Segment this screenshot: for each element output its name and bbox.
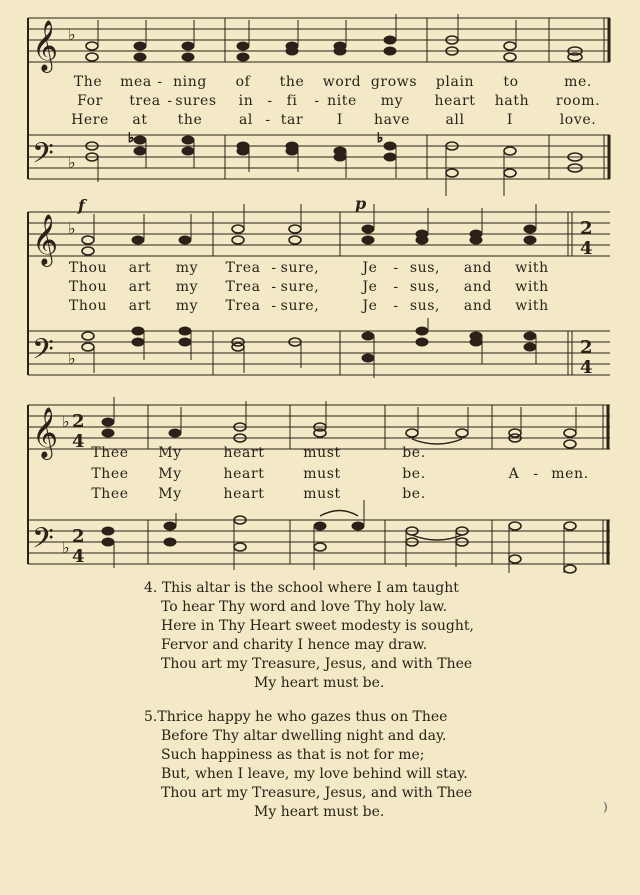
- syllable: -: [271, 279, 277, 295]
- syllable: Thee: [91, 445, 129, 461]
- syllable: My: [158, 486, 182, 502]
- svg-text:4: 4: [72, 546, 85, 567]
- syllable: art: [128, 279, 152, 295]
- syllable: the: [279, 74, 305, 90]
- verse-line: Before Thy altar dwelling night and day.: [161, 728, 447, 744]
- syllable: room.: [555, 93, 601, 109]
- syllable: fi: [286, 93, 298, 109]
- lyric-line-1-1: [0, 72, 640, 92]
- lyric-line-3-1: [0, 443, 640, 463]
- syllable: grows: [370, 74, 418, 90]
- syllable: My: [158, 466, 182, 482]
- syllable: heart: [434, 93, 476, 109]
- syllable: my: [175, 298, 199, 314]
- syllable: -: [267, 93, 273, 109]
- syllable: art: [128, 298, 152, 314]
- syllable: my: [175, 260, 199, 276]
- svg-text:♭: ♭: [377, 131, 384, 146]
- syllable: -: [533, 466, 539, 482]
- syllable: sus,: [409, 260, 441, 276]
- syllable: with: [515, 260, 549, 276]
- syllable: Trea: [225, 260, 261, 276]
- syllable: -: [393, 298, 399, 314]
- verse-5: [144, 708, 584, 822]
- svg-text:♭: ♭: [68, 25, 76, 44]
- svg-text:♭: ♭: [68, 219, 76, 238]
- svg-text:2: 2: [580, 337, 593, 358]
- syllable: -: [393, 279, 399, 295]
- verse-line: But, when I leave, my love behind will stay.: [161, 766, 468, 782]
- lyric-line-3-2: [0, 464, 640, 484]
- syllable: sus,: [409, 298, 441, 314]
- syllable: My: [158, 445, 182, 461]
- syllable: all: [445, 112, 465, 128]
- syllable: heart: [223, 466, 265, 482]
- syllable: heart: [223, 445, 265, 461]
- svg-text:♭: ♭: [62, 412, 70, 431]
- verse-line: Fervor and charity I hence may draw.: [161, 637, 428, 653]
- syllable: of: [235, 74, 251, 90]
- verse-number: 4.: [144, 580, 158, 596]
- syllable: Here: [71, 112, 109, 128]
- svg-text:𝄢: 𝄢: [32, 137, 54, 177]
- verse-line: [144, 579, 584, 598]
- syllable: in: [238, 93, 254, 109]
- lyric-line-1-2: [0, 91, 640, 111]
- syllable: sure,: [280, 298, 320, 314]
- syllable: Je: [362, 298, 378, 314]
- syllable: and: [463, 298, 493, 314]
- svg-text:4: 4: [72, 431, 85, 452]
- svg-text:𝄢: 𝄢: [32, 522, 54, 562]
- dynamic-forte: f: [78, 196, 85, 215]
- syllable: Thou: [68, 298, 108, 314]
- syllable: nite: [327, 93, 357, 109]
- dynamic-piano: p: [355, 194, 367, 213]
- syllable: with: [515, 279, 549, 295]
- syllable: -: [167, 93, 173, 109]
- syllable: al: [238, 112, 254, 128]
- syllable: mea: [120, 74, 152, 90]
- syllable: sure,: [280, 260, 320, 276]
- syllable: plain: [435, 74, 475, 90]
- syllable: and: [463, 279, 493, 295]
- syllable: be.: [402, 466, 426, 482]
- syllable: -: [271, 260, 277, 276]
- lyric-line-2-1: [0, 258, 640, 278]
- syllable: ning: [173, 74, 207, 90]
- svg-text:4: 4: [580, 238, 593, 259]
- syllable: must: [303, 486, 341, 502]
- verse-line: Such happiness as that is not for me;: [161, 747, 425, 763]
- syllable: have: [374, 112, 410, 128]
- syllable: at: [132, 112, 148, 128]
- syllable: the: [177, 112, 203, 128]
- syllable: Je: [362, 279, 378, 295]
- verse-line: Thou art my Treasure, Jesus, and with Thee: [161, 785, 473, 801]
- svg-text:2: 2: [72, 411, 85, 432]
- svg-text:𝄞: 𝄞: [32, 214, 59, 265]
- lyric-line-1-3: [0, 110, 640, 130]
- verse-line: My heart must be.: [254, 675, 385, 691]
- syllable: sure,: [280, 279, 320, 295]
- music-system-3: [0, 395, 640, 575]
- syllable: Thee: [91, 466, 129, 482]
- syllable: my: [380, 93, 404, 109]
- lyric-line-2-3: [0, 296, 640, 316]
- syllable: -: [393, 260, 399, 276]
- syllable: Trea: [225, 298, 261, 314]
- syllable: -: [157, 74, 163, 90]
- verse-line: Thou art my Treasure, Jesus, and with Thee: [161, 656, 473, 672]
- svg-text:2: 2: [72, 526, 85, 547]
- verse-4: [144, 579, 584, 693]
- svg-text:4: 4: [580, 357, 593, 378]
- syllable: Thou: [68, 260, 108, 276]
- syllable: hath: [494, 93, 530, 109]
- syllable: -: [271, 298, 277, 314]
- svg-text:♭: ♭: [68, 153, 76, 172]
- svg-text:♭: ♭: [128, 131, 135, 146]
- syllable: must: [303, 445, 341, 461]
- corner-mark: ): [603, 800, 608, 814]
- syllable: Trea: [225, 279, 261, 295]
- music-system-2: [0, 194, 640, 390]
- syllable: I: [336, 112, 344, 128]
- svg-text:𝄞: 𝄞: [32, 407, 59, 458]
- svg-text:2: 2: [580, 218, 593, 239]
- verse-line: My heart must be.: [254, 804, 385, 820]
- syllable: men.: [551, 466, 589, 482]
- syllable: with: [515, 298, 549, 314]
- syllable: my: [175, 279, 199, 295]
- syllable: me.: [564, 74, 592, 90]
- verse-line: To hear Thy word and love Thy holy law.: [161, 599, 448, 615]
- verse-number: 5.: [144, 709, 158, 725]
- svg-text:♭: ♭: [68, 349, 76, 368]
- syllable: -: [314, 93, 320, 109]
- syllable: Je: [362, 260, 378, 276]
- syllable: and: [463, 260, 493, 276]
- syllable: -: [265, 112, 271, 128]
- syllable: sures: [175, 93, 217, 109]
- syllable: word: [322, 74, 362, 90]
- syllable: trea: [129, 93, 161, 109]
- syllable: be.: [402, 486, 426, 502]
- verse-line: [144, 708, 584, 727]
- svg-text:𝄞: 𝄞: [32, 20, 59, 71]
- syllable: to: [503, 74, 519, 90]
- verse-text: This altar is the school where I am taught: [161, 580, 459, 596]
- syllable: love.: [559, 112, 597, 128]
- syllable: For: [77, 93, 103, 109]
- syllable: art: [128, 260, 152, 276]
- syllable: The: [73, 74, 103, 90]
- syllable: A: [508, 466, 520, 482]
- lyric-line-3-3: [0, 484, 640, 504]
- syllable: be.: [402, 445, 426, 461]
- syllable: Thou: [68, 279, 108, 295]
- svg-text:♭: ♭: [62, 538, 70, 557]
- music-system-1: [0, 0, 640, 200]
- lyric-line-2-2: [0, 277, 640, 297]
- syllable: sus,: [409, 279, 441, 295]
- syllable: tar: [280, 112, 304, 128]
- verse-text: Thrice happy he who gazes thus on Thee: [157, 709, 448, 725]
- verse-line: Here in Thy Heart sweet modesty is sought,: [161, 618, 474, 634]
- syllable: heart: [223, 486, 265, 502]
- syllable: Thee: [91, 486, 129, 502]
- svg-text:𝄢: 𝄢: [32, 333, 54, 373]
- syllable: must: [303, 466, 341, 482]
- syllable: I: [506, 112, 514, 128]
